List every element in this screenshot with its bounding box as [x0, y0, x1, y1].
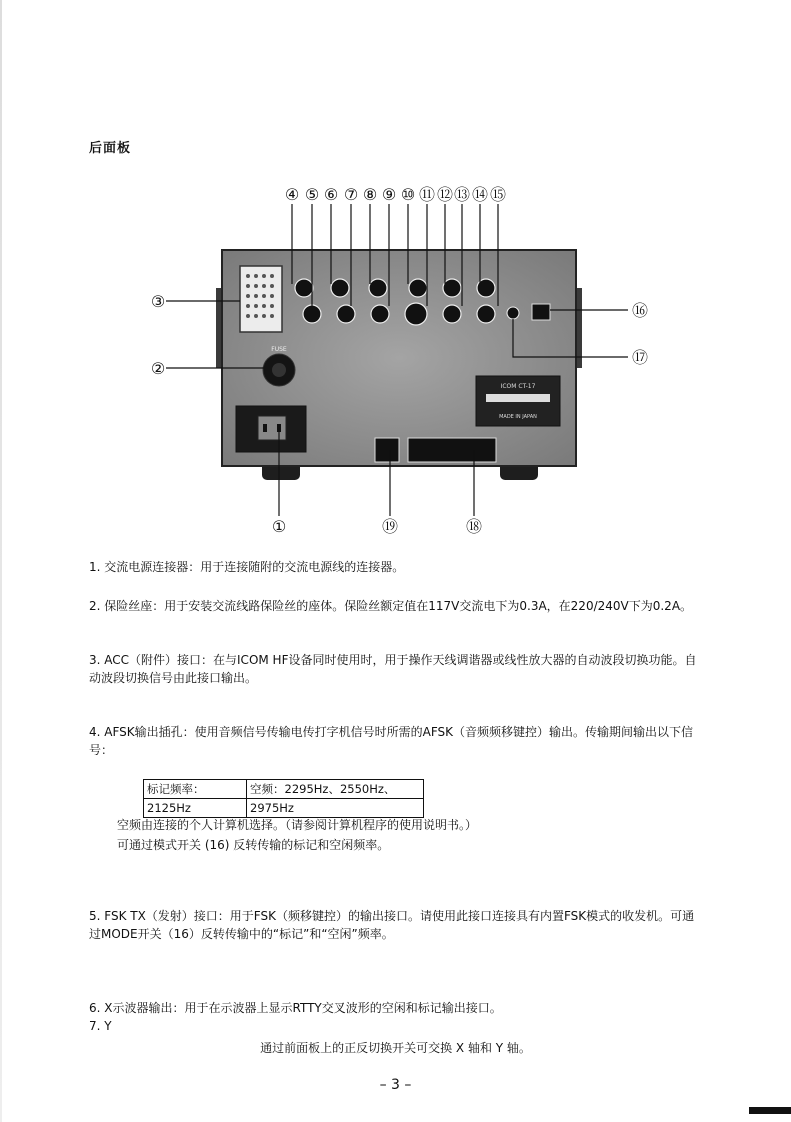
- mark-label: 标记频率：: [144, 780, 247, 799]
- callout-7: ⑦: [343, 185, 359, 204]
- item-6: 6. X示波器输出：用于在示波器上显示RTTY交叉波形的空闲和标记输出接口。: [89, 1001, 502, 1015]
- scan-edge: [0, 0, 2, 1122]
- fuse-label: FUSE: [271, 346, 287, 353]
- callout-18: ⑱: [465, 517, 483, 536]
- rear-panel-figure: [140, 180, 660, 540]
- callout-2: ②: [150, 359, 166, 378]
- mark-value: 2125Hz: [144, 799, 247, 818]
- page-number: – 3 –: [379, 1077, 412, 1093]
- ac-inlet: [236, 406, 306, 452]
- callout-13: ⑬: [453, 185, 471, 204]
- acc-connector: [240, 266, 282, 332]
- callout-1: ①: [271, 517, 287, 536]
- svg-text:MADE IN JAPAN: MADE IN JAPAN: [499, 414, 537, 420]
- connector-18: [408, 438, 496, 462]
- note-space-freq: 空频由连接的个人计算机选择。（请参阅计算机程序的使用说明书。）: [117, 818, 478, 832]
- item-7: 7. Y: [89, 1019, 112, 1033]
- scan-mark: [749, 1107, 791, 1114]
- callout-5: ⑤: [304, 185, 320, 204]
- space-value: 2975Hz: [247, 799, 424, 818]
- callout-10: ⑩: [400, 185, 416, 204]
- item-4: 4. AFSK输出插孔：使用音频信号传输电传打字机信号时所需的AFSK（音频频移键控）输出。传输期间输出以下信号：: [89, 725, 694, 757]
- afsk-frequency-table: [143, 779, 424, 818]
- callout-19: ⑲: [381, 517, 399, 536]
- item-3: 3. ACC（附件）接口：在与ICOM HF设备同时使用时，用于操作天线调谐器或线性放大器的自动波段切换功能。自动波段切换信号由此接口输出。: [89, 653, 697, 685]
- callout-15: ⑮: [489, 185, 507, 204]
- item-7-continuation: 通过前面板上的正反切换开关可交换 X 轴和 Y 轴。: [260, 1041, 531, 1055]
- callout-11: ⑪: [418, 185, 436, 204]
- callout-14: ⑭: [471, 185, 489, 204]
- mode-switch: [532, 304, 550, 320]
- callout-8: ⑧: [362, 185, 378, 204]
- callout-12: ⑫: [436, 185, 454, 204]
- section-heading: 后面板: [89, 141, 132, 156]
- callout-6: ⑥: [323, 185, 339, 204]
- item-2: 2. 保险丝座：用于安装交流线路保险丝的座体。保险丝额定值在117V交流电下为0.3A，在220/240V下为0.2A。: [89, 599, 693, 613]
- note-mode-switch: 可通过模式开关 (16) 反转传输的标记和空闲频率。: [117, 838, 390, 852]
- svg-text:ICOM CT-17: ICOM CT-17: [500, 383, 536, 390]
- callout-4: ④: [284, 185, 300, 204]
- item-1: 1. 交流电源连接器：用于连接随附的交流电源线的连接器。: [89, 560, 405, 574]
- callout-9: ⑨: [381, 185, 397, 204]
- connector-19: [375, 438, 399, 462]
- name-plate: [476, 376, 560, 426]
- callout-17: ⑰: [631, 348, 649, 367]
- small-jack: [507, 307, 519, 319]
- space-label: 空频：2295Hz、2550Hz、: [247, 780, 424, 799]
- callout-16: ⑯: [631, 301, 649, 320]
- callout-3: ③: [150, 292, 166, 311]
- item-5: 5. FSK TX（发射）接口：用于FSK（频移键控）的输出接口。请使用此接口连接具有内置FSK模式的收发机。可通过MODE开关（16）反转传输中的“标记”和“空闲”频率。: [89, 909, 695, 941]
